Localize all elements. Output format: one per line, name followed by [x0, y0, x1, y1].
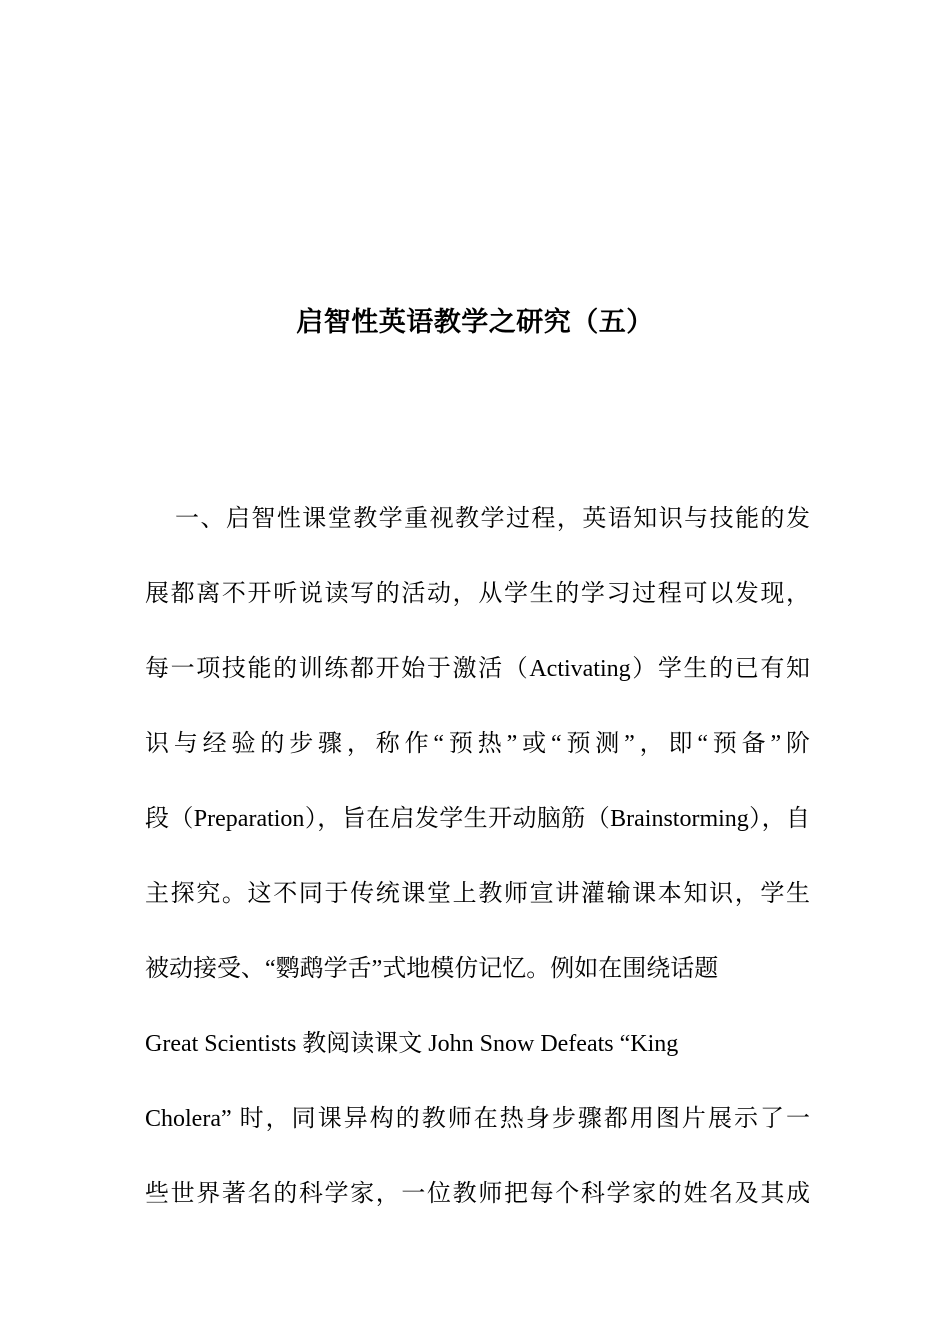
paragraph-line-2: 展都离不开听说读写的活动，从学生的学习过程可以发现，	[145, 581, 810, 607]
document-body	[145, 496, 810, 1246]
paragraph-line-9: Cholera” 时，同课异构的教师在热身步骤都用图片展示了一	[145, 1106, 810, 1132]
paragraph-line-1: 一、启智性课堂教学重视教学过程，英语知识与技能的发	[175, 506, 810, 532]
paragraph-line-7: 被动接受、“鹦鹉学舌”式地模仿记忆。例如在围绕话题	[145, 956, 719, 982]
paragraph-line-5: 段（Preparation），旨在启发学生开动脑筋（Brainstorming），自	[145, 806, 810, 832]
document-title: 启智性英语教学之研究（五）	[296, 307, 654, 338]
paragraph-line-6: 主探究。这不同于传统课堂上教师宣讲灌输课本知识，学生	[145, 881, 810, 907]
paragraph-line-4: 识与经验的步骤，称作“预热”或“预测”，即“预备”阶	[145, 731, 810, 757]
paragraph-line-8: Great Scientists 教阅读课文 John Snow Defeats “King	[145, 1031, 679, 1057]
paragraph-line-10: 些世界著名的科学家，一位教师把每个科学家的姓名及其成	[145, 1181, 810, 1207]
paragraph-line-3: 每一项技能的训练都开始于激活（Activating）学生的已有知	[145, 656, 810, 682]
